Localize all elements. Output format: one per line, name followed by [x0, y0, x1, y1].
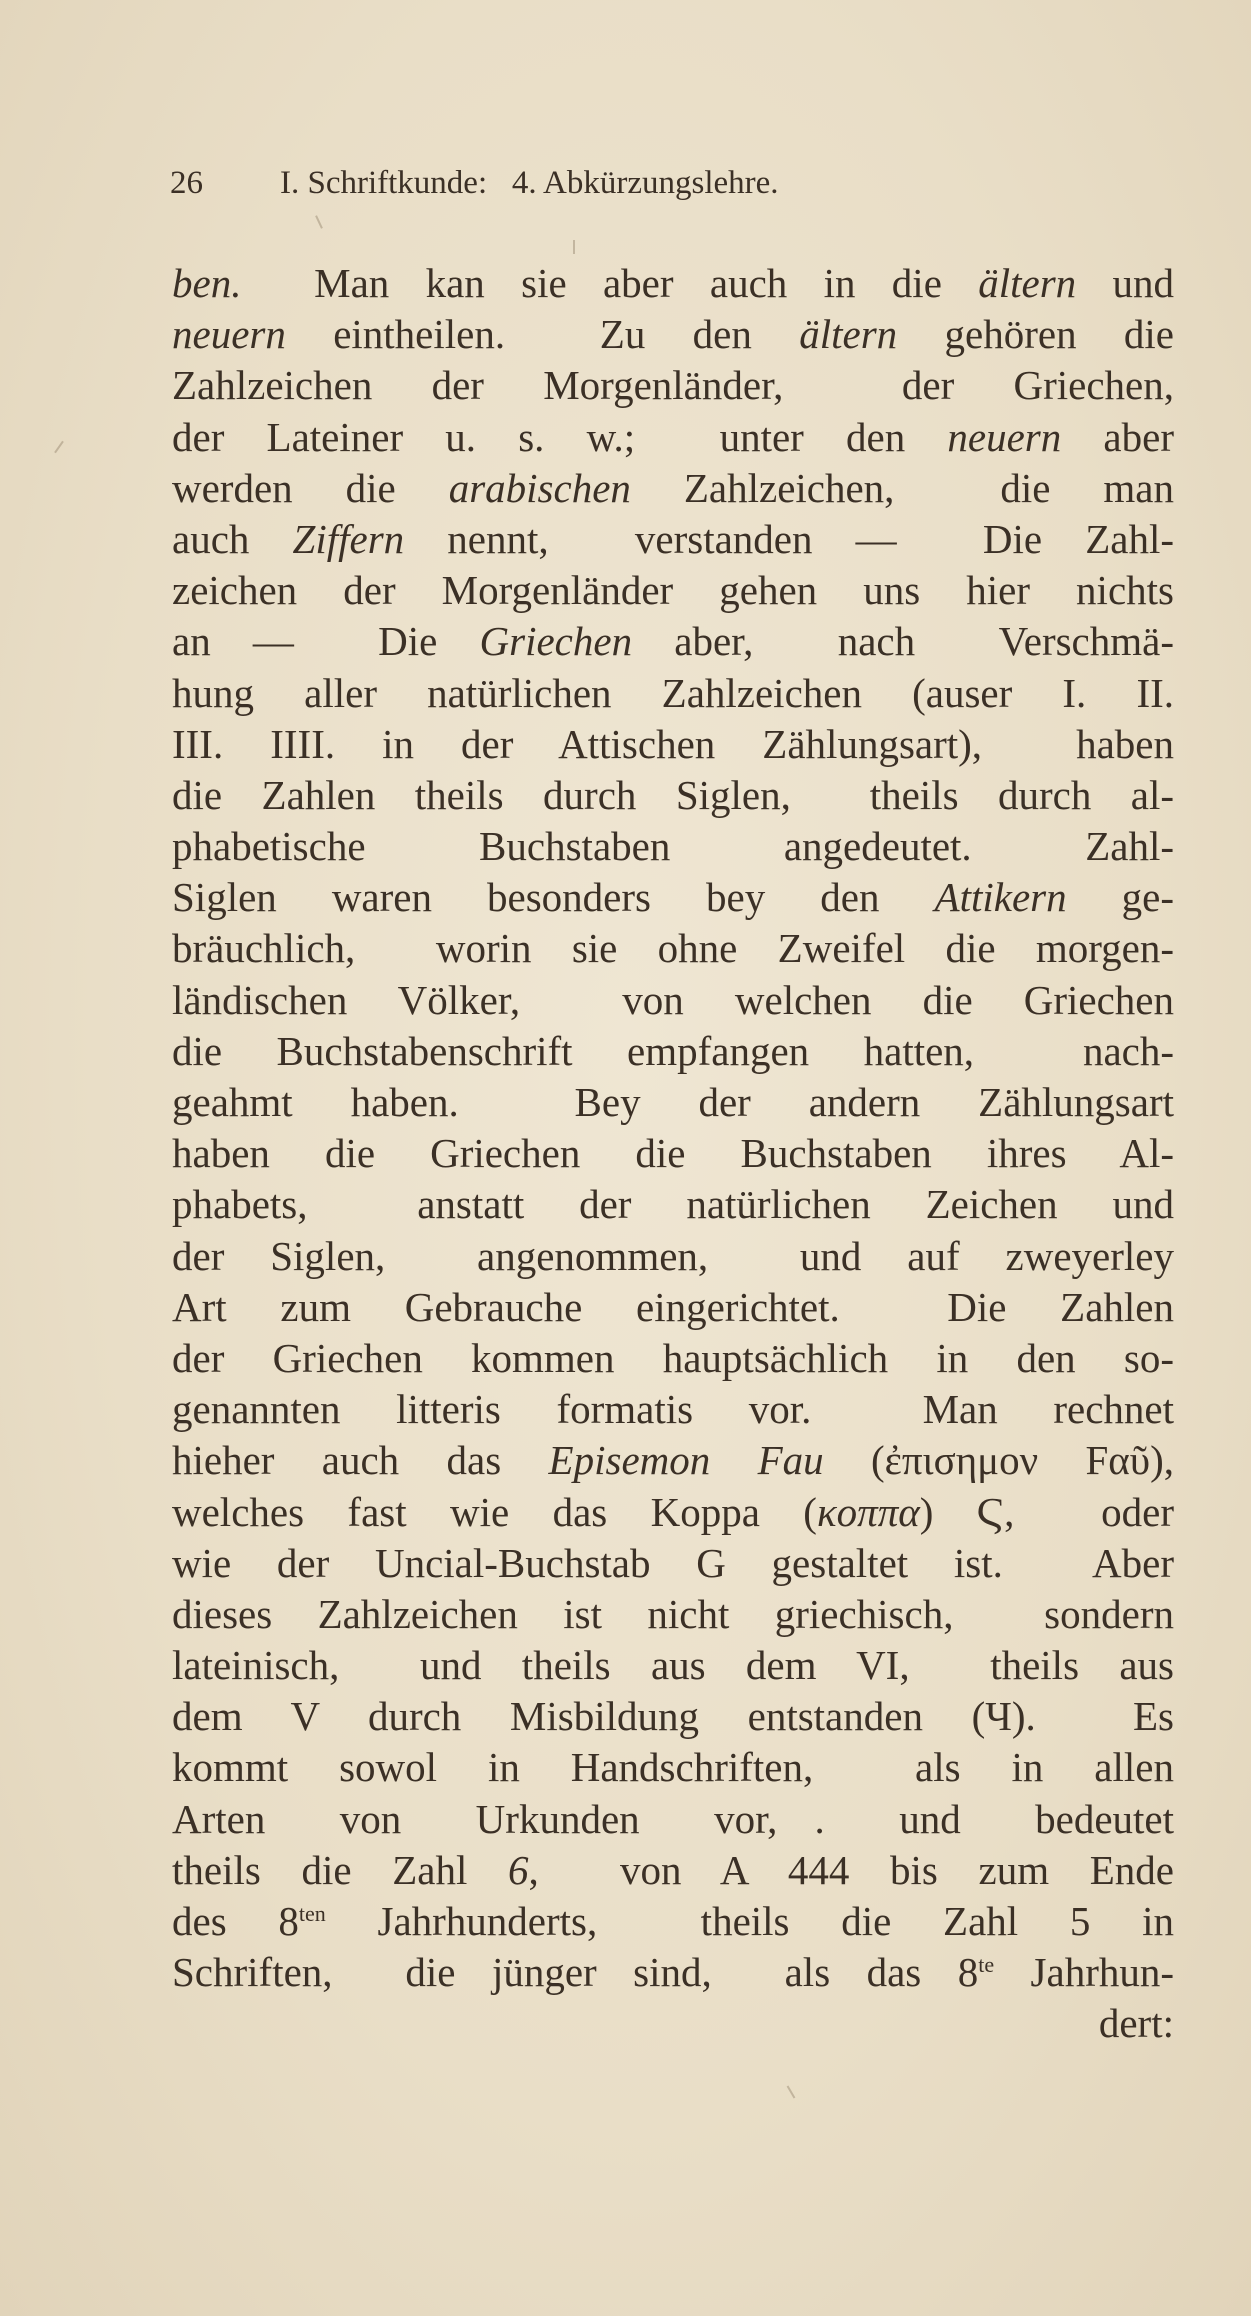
paper-speck — [54, 441, 64, 454]
text-line — [172, 975, 1174, 1026]
text-segment: Siglen waren besonders bey den — [172, 874, 935, 921]
text-line — [172, 1231, 1174, 1282]
text-segment: Arten von Urkunden vor, . und bedeutet — [172, 1795, 1174, 1842]
italic-text: Ziffern — [292, 515, 405, 562]
text-segment: kommt sowol in Handschriften, als in allen — [172, 1744, 1174, 1791]
text-line — [172, 360, 1174, 411]
text-line — [172, 923, 1174, 974]
text-line — [172, 1128, 1174, 1179]
text-segment: auch — [172, 515, 293, 562]
text-line — [172, 1998, 1174, 2049]
italic-text: 6 — [507, 1846, 529, 1893]
text-segment: ländischen Völker, von welchen die Griechen — [172, 976, 1174, 1023]
text-segment: die Zahlen theils durch Siglen, theils durch al- — [172, 771, 1174, 818]
italic-text: κοππα — [816, 1488, 920, 1535]
text-segment: theils die Zahl — [172, 1846, 508, 1893]
text-line — [172, 258, 1174, 309]
italic-text: Episemon Fau — [548, 1437, 824, 1484]
text-segment: wie der Uncial-Buchstab G gestaltet ist. Aber — [172, 1539, 1174, 1586]
text-segment: dem V durch Misbildung entstanden (Ч). Es — [172, 1693, 1174, 1740]
text-segment: zeichen der Morgenländer gehen uns hier nichts — [172, 567, 1174, 614]
text-line — [172, 1435, 1174, 1486]
text-line — [172, 1691, 1174, 1742]
text-segment: der Lateiner u. s. w.; unter den — [172, 413, 948, 460]
text-segment: aber — [1061, 413, 1174, 460]
text-segment: phabetische Buchstaben angedeutet. Zahl- — [172, 823, 1174, 870]
text-segment: ) Ϛ, oder — [919, 1488, 1174, 1535]
italic-text: ben. — [172, 260, 242, 306]
text-segment: geahmt haben. Bey der andern Zählungsart — [172, 1079, 1174, 1125]
text-line — [172, 719, 1174, 770]
text-line — [172, 1896, 1174, 1947]
text-segment: werden die — [172, 464, 449, 511]
text-segment: (ἐπισημον Fαῦ), — [823, 1437, 1174, 1484]
text-segment: Man kan sie aber auch in die — [241, 260, 979, 306]
text-line — [172, 1845, 1174, 1896]
text-segment: der Griechen kommen hauptsächlich in den so- — [172, 1334, 1174, 1381]
text-segment: dieses Zahlzeichen ist nicht griechisch, sondern — [172, 1590, 1174, 1637]
paper-speck — [573, 240, 575, 254]
text-segment: haben die Griechen die Buchstaben ihres Al- — [172, 1130, 1174, 1177]
page-body-text — [172, 258, 1174, 2050]
italic-text: neuern — [172, 311, 286, 358]
text-line — [172, 1282, 1174, 1333]
text-line — [172, 1640, 1174, 1691]
italic-text: ältern — [978, 260, 1077, 306]
text-segment: ge- — [1066, 874, 1175, 921]
text-line — [172, 1538, 1174, 1589]
text-segment: Jahrhun- — [994, 1949, 1174, 1996]
text-line — [172, 463, 1174, 514]
page-number: 26 — [170, 165, 203, 201]
text-segment: an — Die — [172, 618, 480, 665]
text-segment: phabets, anstatt der natürlichen Zeichen und — [172, 1181, 1174, 1228]
text-line — [172, 1077, 1174, 1128]
text-line — [172, 565, 1174, 616]
text-segment: Zahlzeichen, die man — [630, 464, 1174, 511]
text-segment: welches fast wie das Koppa ( — [172, 1488, 817, 1535]
text-segment: eintheilen. Zu den — [285, 311, 800, 358]
text-segment: bräuchlich, worin sie ohne Zweifel die morgen- — [172, 925, 1174, 972]
text-line — [172, 872, 1174, 923]
running-title: I. Schriftkunde: 4. Abkürzungslehre. — [280, 165, 779, 201]
text-line — [172, 1026, 1174, 1077]
text-segment: des 8 — [172, 1898, 299, 1944]
text-line — [172, 821, 1174, 872]
superscript-text: ten — [298, 1901, 326, 1926]
superscript-text: te — [978, 1952, 995, 1978]
text-segment: dert: — [1098, 2000, 1174, 2047]
italic-text: arabischen — [448, 464, 631, 511]
text-line — [172, 616, 1174, 667]
text-line — [172, 668, 1174, 719]
text-line — [172, 1384, 1174, 1435]
italic-text: ältern — [799, 311, 898, 358]
italic-text: Attikern — [934, 874, 1067, 921]
text-segment: III. IIII. in der Attischen Zählungsart), haben — [172, 720, 1174, 767]
text-segment: lateinisch, und theils aus dem VI, theils aus — [172, 1642, 1174, 1689]
text-line — [172, 309, 1174, 360]
text-line — [172, 1179, 1174, 1230]
text-line — [172, 1333, 1174, 1384]
text-segment: genannten litteris formatis vor. Man rechnet — [172, 1386, 1174, 1433]
text-segment: die Buchstabenschrift empfangen hatten, nach- — [172, 1027, 1174, 1074]
text-line — [172, 514, 1174, 565]
text-segment: gehören die — [897, 311, 1174, 358]
running-header — [170, 165, 1070, 202]
text-segment: und — [1076, 260, 1174, 306]
italic-text: neuern — [947, 413, 1062, 460]
text-line — [172, 1947, 1174, 1998]
text-line — [172, 1794, 1174, 1845]
italic-text: Griechen — [479, 618, 633, 665]
text-segment: hung aller natürlichen Zahlzeichen (auser I. II. — [172, 669, 1174, 716]
text-line — [172, 1742, 1174, 1793]
text-segment: Jahrhunderts, theils die Zahl 5 in — [325, 1898, 1174, 1944]
text-segment: hieher auch das — [172, 1437, 549, 1484]
text-line — [172, 412, 1174, 463]
text-line — [172, 1487, 1174, 1538]
paper-speck — [787, 2085, 796, 2098]
paper-speck — [315, 215, 323, 229]
text-line — [172, 770, 1174, 821]
text-segment: Art zum Gebrauche eingerichtet. Die Zahlen — [172, 1283, 1174, 1330]
text-segment: Schriften, die jünger sind, als das 8 — [172, 1949, 979, 1996]
text-segment: , von A 444 bis zum Ende — [528, 1846, 1174, 1893]
text-line — [172, 1589, 1174, 1640]
text-segment: nennt, verstanden — Die Zahl- — [404, 515, 1174, 562]
text-segment: der Siglen, angenommen, und auf zweyerley — [172, 1232, 1174, 1279]
text-segment: Zahlzeichen der Morgenländer, der Griechen, — [172, 362, 1174, 409]
text-segment: aber, nach Verschmä- — [632, 618, 1174, 665]
